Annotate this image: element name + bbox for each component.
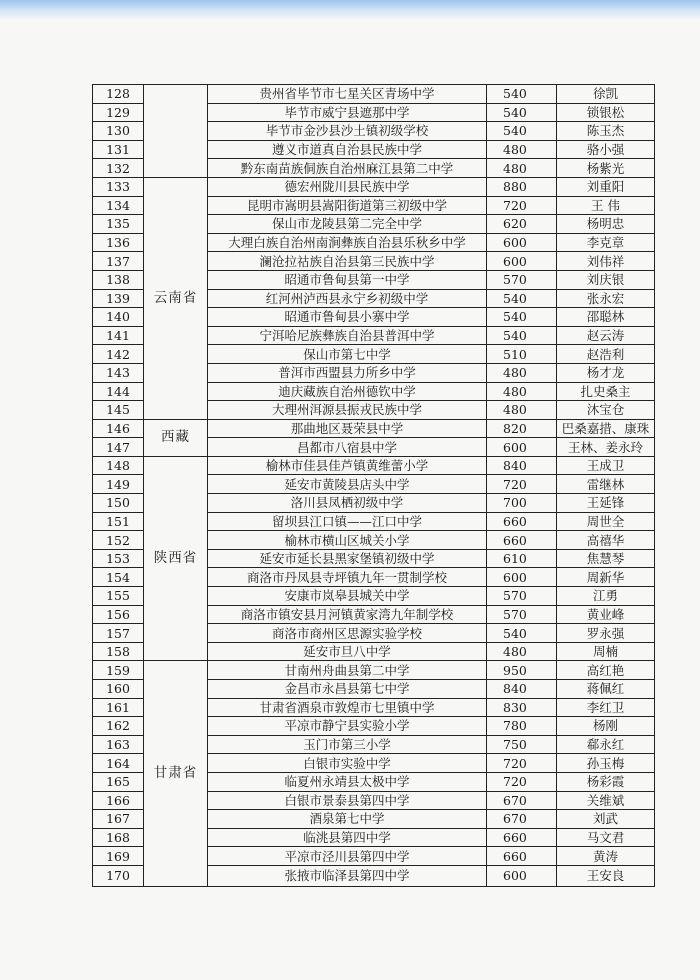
row-number: 152 (93, 531, 144, 550)
amount: 720 (487, 475, 557, 494)
school-name: 金昌市永昌县第七中学 (208, 680, 487, 699)
amount: 540 (487, 85, 557, 104)
row-number: 142 (93, 345, 144, 364)
row-number: 159 (93, 661, 144, 680)
school-name: 商洛市丹凤县寺坪镇九年一贯制学校 (208, 568, 487, 587)
amount: 510 (487, 345, 557, 364)
school-name: 榆林市横山区城关小学 (208, 531, 487, 550)
row-number: 141 (93, 326, 144, 345)
amount: 660 (487, 847, 557, 866)
amount: 600 (487, 568, 557, 587)
recipient-name: 杨彩霞 (557, 772, 655, 791)
row-number: 167 (93, 810, 144, 829)
recipient-name: 刘伟祥 (557, 252, 655, 271)
row-number: 169 (93, 847, 144, 866)
amount: 480 (487, 159, 557, 178)
amount: 620 (487, 215, 557, 234)
amount: 880 (487, 177, 557, 196)
school-name: 甘南州舟曲县第二中学 (208, 661, 487, 680)
row-number: 130 (93, 122, 144, 141)
recipient-name: 骆小强 (557, 140, 655, 159)
school-name: 昭通市鲁甸县小寨中学 (208, 308, 487, 327)
school-name: 大理白族自治州南涧彝族自治县乐秋乡中学 (208, 233, 487, 252)
row-number: 150 (93, 494, 144, 513)
recipient-name: 刘重阳 (557, 177, 655, 196)
row-number: 135 (93, 215, 144, 234)
school-name: 红河州泸西县永宁乡初级中学 (208, 289, 487, 308)
recipient-name: 江勇 (557, 587, 655, 606)
row-number: 155 (93, 587, 144, 606)
amount: 780 (487, 717, 557, 736)
table-row (93, 661, 655, 680)
school-name: 那曲地区聂荣县中学 (208, 419, 487, 438)
row-number: 166 (93, 791, 144, 810)
row-number: 134 (93, 196, 144, 215)
amount: 480 (487, 382, 557, 401)
province-cell: 云南省 (144, 177, 208, 419)
recipient-name: 焦慧琴 (557, 549, 655, 568)
row-number: 161 (93, 698, 144, 717)
recipient-name: 周新华 (557, 568, 655, 587)
recipient-name: 刘庆银 (557, 270, 655, 289)
amount: 670 (487, 791, 557, 810)
school-name: 甘肃省酒泉市敦煌市七里镇中学 (208, 698, 487, 717)
recipient-name: 王成卫 (557, 456, 655, 475)
province-cell: 西藏 (144, 419, 208, 456)
province-cell: 陕西省 (144, 456, 208, 661)
recipient-name: 郗永红 (557, 735, 655, 754)
province-cell: 甘肃省 (144, 661, 208, 887)
school-name: 德宏州陇川县民族中学 (208, 177, 487, 196)
amount: 820 (487, 419, 557, 438)
school-name: 毕节市金沙县沙土镇初级学校 (208, 122, 487, 141)
recipient-name: 赵浩利 (557, 345, 655, 364)
amount: 720 (487, 754, 557, 773)
school-name: 大理州洱源县振戎民族中学 (208, 401, 487, 420)
school-name: 留坝县江口镇——江口中学 (208, 512, 487, 531)
school-name: 昭通市鲁甸县第一中学 (208, 270, 487, 289)
amount: 660 (487, 828, 557, 847)
school-name: 宁洱哈尼族彝族自治县普洱中学 (208, 326, 487, 345)
row-number: 164 (93, 754, 144, 773)
recipient-name: 杨才龙 (557, 363, 655, 382)
school-name: 贵州省毕节市七星关区青场中学 (208, 85, 487, 104)
school-name: 黔东南苗族侗族自治州麻江县第二中学 (208, 159, 487, 178)
recipient-name: 周世全 (557, 512, 655, 531)
amount: 720 (487, 772, 557, 791)
school-name: 白银市景泰县第四中学 (208, 791, 487, 810)
row-number: 168 (93, 828, 144, 847)
row-number: 128 (93, 85, 144, 104)
recipient-name: 沐宝仓 (557, 401, 655, 420)
recipient-name: 蒋佩红 (557, 680, 655, 699)
award-list-table (92, 84, 655, 887)
row-number: 170 (93, 865, 144, 886)
recipient-name: 高禧华 (557, 531, 655, 550)
recipient-name: 孙玉梅 (557, 754, 655, 773)
amount: 700 (487, 494, 557, 513)
school-name: 延安市旦八中学 (208, 642, 487, 661)
row-number: 133 (93, 177, 144, 196)
school-name: 临夏州永靖县太极中学 (208, 772, 487, 791)
school-name: 普洱市西盟县力所乡中学 (208, 363, 487, 382)
school-name: 昌都市八宿县中学 (208, 438, 487, 457)
row-number: 143 (93, 363, 144, 382)
amount: 540 (487, 326, 557, 345)
row-number: 138 (93, 270, 144, 289)
row-number: 162 (93, 717, 144, 736)
school-name: 酒泉第七中学 (208, 810, 487, 829)
amount: 480 (487, 140, 557, 159)
row-number: 147 (93, 438, 144, 457)
amount: 950 (487, 661, 557, 680)
recipient-name: 杨明忠 (557, 215, 655, 234)
table-row (93, 177, 655, 196)
school-name: 保山市第七中学 (208, 345, 487, 364)
recipient-name: 赵云涛 (557, 326, 655, 345)
recipient-name: 王安良 (557, 865, 655, 886)
recipient-name: 杨紫光 (557, 159, 655, 178)
amount: 480 (487, 401, 557, 420)
school-name: 保山市龙陵县第二完全中学 (208, 215, 487, 234)
school-name: 玉门市第三小学 (208, 735, 487, 754)
amount: 720 (487, 196, 557, 215)
amount: 600 (487, 233, 557, 252)
recipient-name: 马文君 (557, 828, 655, 847)
recipient-name: 王 伟 (557, 196, 655, 215)
recipient-name: 雷继林 (557, 475, 655, 494)
recipient-name: 巴桑嘉措、康珠 (557, 419, 655, 438)
recipient-name: 黄涛 (557, 847, 655, 866)
recipient-name: 周楠 (557, 642, 655, 661)
amount: 540 (487, 624, 557, 643)
amount: 570 (487, 587, 557, 606)
school-name: 商洛市镇安县月河镇黄家湾九年制学校 (208, 605, 487, 624)
row-number: 145 (93, 401, 144, 420)
row-number: 136 (93, 233, 144, 252)
row-number: 163 (93, 735, 144, 754)
school-name: 榆林市佳县佳芦镇黄维蕾小学 (208, 456, 487, 475)
row-number: 153 (93, 549, 144, 568)
row-number: 157 (93, 624, 144, 643)
school-name: 昆明市嵩明县嵩阳街道第三初级中学 (208, 196, 487, 215)
amount: 540 (487, 122, 557, 141)
row-number: 131 (93, 140, 144, 159)
recipient-name: 陈玉杰 (557, 122, 655, 141)
row-number: 154 (93, 568, 144, 587)
row-number: 151 (93, 512, 144, 531)
recipient-name: 罗永强 (557, 624, 655, 643)
amount: 670 (487, 810, 557, 829)
school-name: 延安市延长县黑家堡镇初级中学 (208, 549, 487, 568)
amount: 660 (487, 512, 557, 531)
school-name: 毕节市威宁县遮那中学 (208, 103, 487, 122)
school-name: 澜沧拉祜族自治县第三民族中学 (208, 252, 487, 271)
row-number: 137 (93, 252, 144, 271)
school-name: 平凉市静宁县实验小学 (208, 717, 487, 736)
school-name: 商洛市商州区思源实验学校 (208, 624, 487, 643)
recipient-name: 邵聪林 (557, 308, 655, 327)
school-name: 迪庆藏族自治州德钦中学 (208, 382, 487, 401)
recipient-name: 高红艳 (557, 661, 655, 680)
amount: 840 (487, 456, 557, 475)
table-row (93, 456, 655, 475)
table-row (93, 419, 655, 438)
table-body (93, 85, 655, 887)
row-number: 146 (93, 419, 144, 438)
amount: 660 (487, 531, 557, 550)
recipient-name: 扎史桑主 (557, 382, 655, 401)
school-name: 张掖市临泽县第四中学 (208, 865, 487, 886)
amount: 540 (487, 308, 557, 327)
recipient-name: 张永宏 (557, 289, 655, 308)
amount: 540 (487, 289, 557, 308)
row-number: 140 (93, 308, 144, 327)
recipient-name: 徐凯 (557, 85, 655, 104)
row-number: 148 (93, 456, 144, 475)
row-number: 156 (93, 605, 144, 624)
amount: 480 (487, 363, 557, 382)
recipient-name: 刘武 (557, 810, 655, 829)
amount: 830 (487, 698, 557, 717)
row-number: 129 (93, 103, 144, 122)
school-name: 平凉市泾川县第四中学 (208, 847, 487, 866)
amount: 570 (487, 270, 557, 289)
row-number: 149 (93, 475, 144, 494)
amount: 600 (487, 438, 557, 457)
amount: 750 (487, 735, 557, 754)
recipient-name: 关维斌 (557, 791, 655, 810)
province-cell (144, 85, 208, 178)
amount: 480 (487, 642, 557, 661)
recipient-name: 王林、姜永玲 (557, 438, 655, 457)
row-number: 132 (93, 159, 144, 178)
amount: 600 (487, 252, 557, 271)
recipient-name: 黄业峰 (557, 605, 655, 624)
table-row (93, 85, 655, 104)
school-name: 安康市岚皋县城关中学 (208, 587, 487, 606)
recipient-name: 李克章 (557, 233, 655, 252)
recipient-name: 锁银松 (557, 103, 655, 122)
school-name: 白银市实验中学 (208, 754, 487, 773)
school-name: 延安市黄陵县店头中学 (208, 475, 487, 494)
recipient-name: 李红卫 (557, 698, 655, 717)
recipient-name: 王延锋 (557, 494, 655, 513)
school-name: 洛川县凤栖初级中学 (208, 494, 487, 513)
school-name: 临洮县第四中学 (208, 828, 487, 847)
amount: 610 (487, 549, 557, 568)
row-number: 139 (93, 289, 144, 308)
amount: 570 (487, 605, 557, 624)
row-number: 165 (93, 772, 144, 791)
row-number: 160 (93, 680, 144, 699)
school-name: 遵义市道真自治县民族中学 (208, 140, 487, 159)
amount: 600 (487, 865, 557, 886)
scan-top-band (0, 0, 700, 20)
row-number: 158 (93, 642, 144, 661)
amount: 540 (487, 103, 557, 122)
recipient-name: 杨刚 (557, 717, 655, 736)
row-number: 144 (93, 382, 144, 401)
amount: 840 (487, 680, 557, 699)
